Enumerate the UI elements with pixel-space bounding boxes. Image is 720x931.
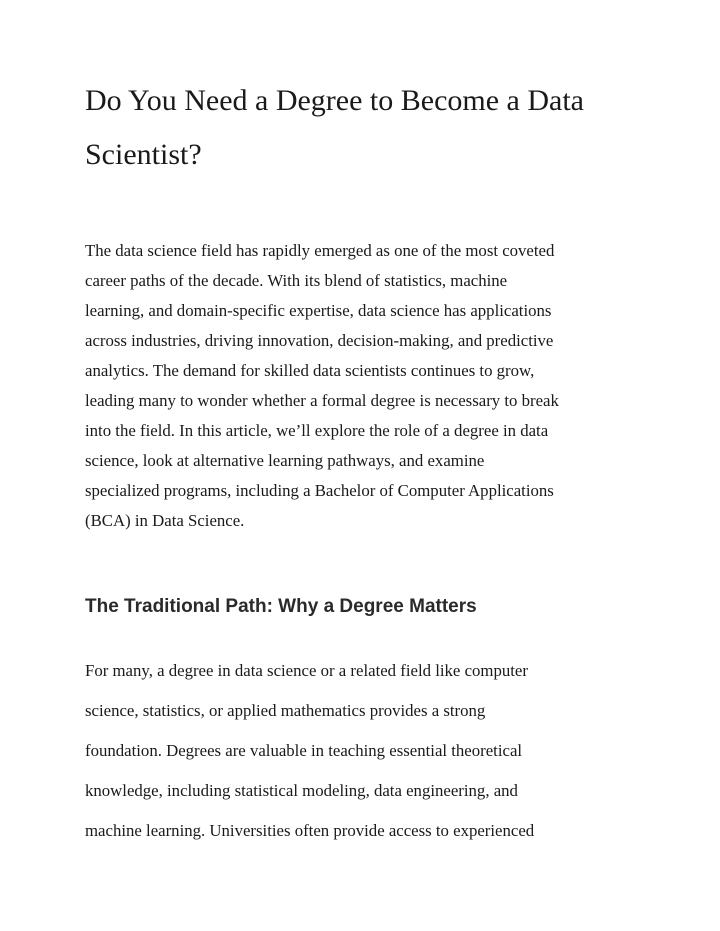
intro-line: into the field. In this article, we’ll explore the role of a degree in data <box>85 421 549 440</box>
intro-line: science, look at alternative learning pathways, and examine <box>85 451 485 470</box>
intro-line: (BCA) in Data Science. <box>85 511 245 530</box>
section-line: science, statistics, or applied mathematics provides a strong <box>85 701 486 720</box>
intro-line: leading many to wonder whether a formal degree is necessary to break <box>85 391 559 410</box>
intro-line: specialized programs, including a Bachelor of Computer Applications <box>85 481 554 500</box>
section-paragraph <box>85 651 645 851</box>
section-line: machine learning. Universities often provide access to experienced <box>85 821 535 840</box>
intro-paragraph <box>85 236 645 536</box>
section-line: foundation. Degrees are valuable in teaching essential theoretical <box>85 741 523 760</box>
section-line: knowledge, including statistical modeling, data engineering, and <box>85 781 518 800</box>
intro-line: analytics. The demand for skilled data scientists continues to grow, <box>85 361 535 380</box>
intro-line: learning, and domain-specific expertise, data science has applications <box>85 301 552 320</box>
title-line: Scientist? <box>85 138 202 171</box>
section-line: For many, a degree in data science or a related field like computer <box>85 661 528 680</box>
intro-line: The data science field has rapidly emerged as one of the most coveted <box>85 241 555 260</box>
article-title <box>85 74 645 182</box>
title-line: Do You Need a Degree to Become a Data <box>85 84 584 117</box>
intro-line: career paths of the decade. With its blend of statistics, machine <box>85 271 508 290</box>
section-heading: The Traditional Path: Why a Degree Matters <box>85 596 477 617</box>
intro-line: across industries, driving innovation, decision-making, and predictive <box>85 331 554 350</box>
